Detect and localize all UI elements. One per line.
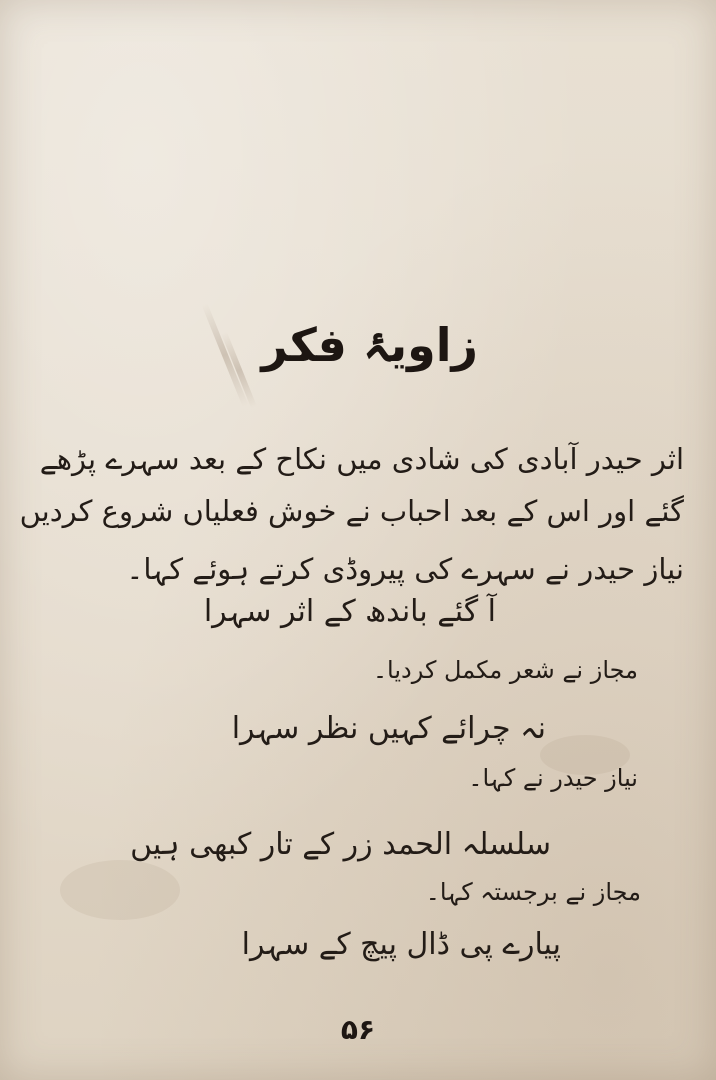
page-number: ۵۶ [340, 1013, 376, 1046]
narration-line-2: نیاز حیدر نے کہا۔ [468, 764, 638, 792]
verse-line-4: پیارے پی ڈال پیچ کے سہرا [241, 927, 561, 962]
paragraph-line-1: اثر حیدر آبادی کی شادی میں نکاح کے بعد سہرے پڑھے [39, 442, 684, 476]
narration-line-3: مجاز نے برجستہ کہا۔ [425, 878, 641, 906]
paragraph-line-3: نیاز حیدر نے سہرے کی پیروڈی کرتے ہوئے کہا۔ [126, 552, 684, 586]
paragraph-line-2: گئے اور اس کے بعد احباب نے خوش فعلیاں شروع کردیں [19, 494, 684, 528]
verse-line-2: نہ چرائے کہیں نظر سہرا [231, 711, 546, 746]
page-title: زاویۂ فکر [261, 318, 478, 372]
verse-line-3: سلسلہ الحمد زر کے تار کبھی ہیں [130, 827, 551, 862]
verse-line-1: آ گئے باندھ کے اثر سہرا [203, 594, 496, 629]
paper-crease [202, 303, 249, 407]
paper-stain [60, 860, 180, 920]
narration-line-1: مجاز نے شعر مکمل کردیا۔ [372, 656, 638, 684]
